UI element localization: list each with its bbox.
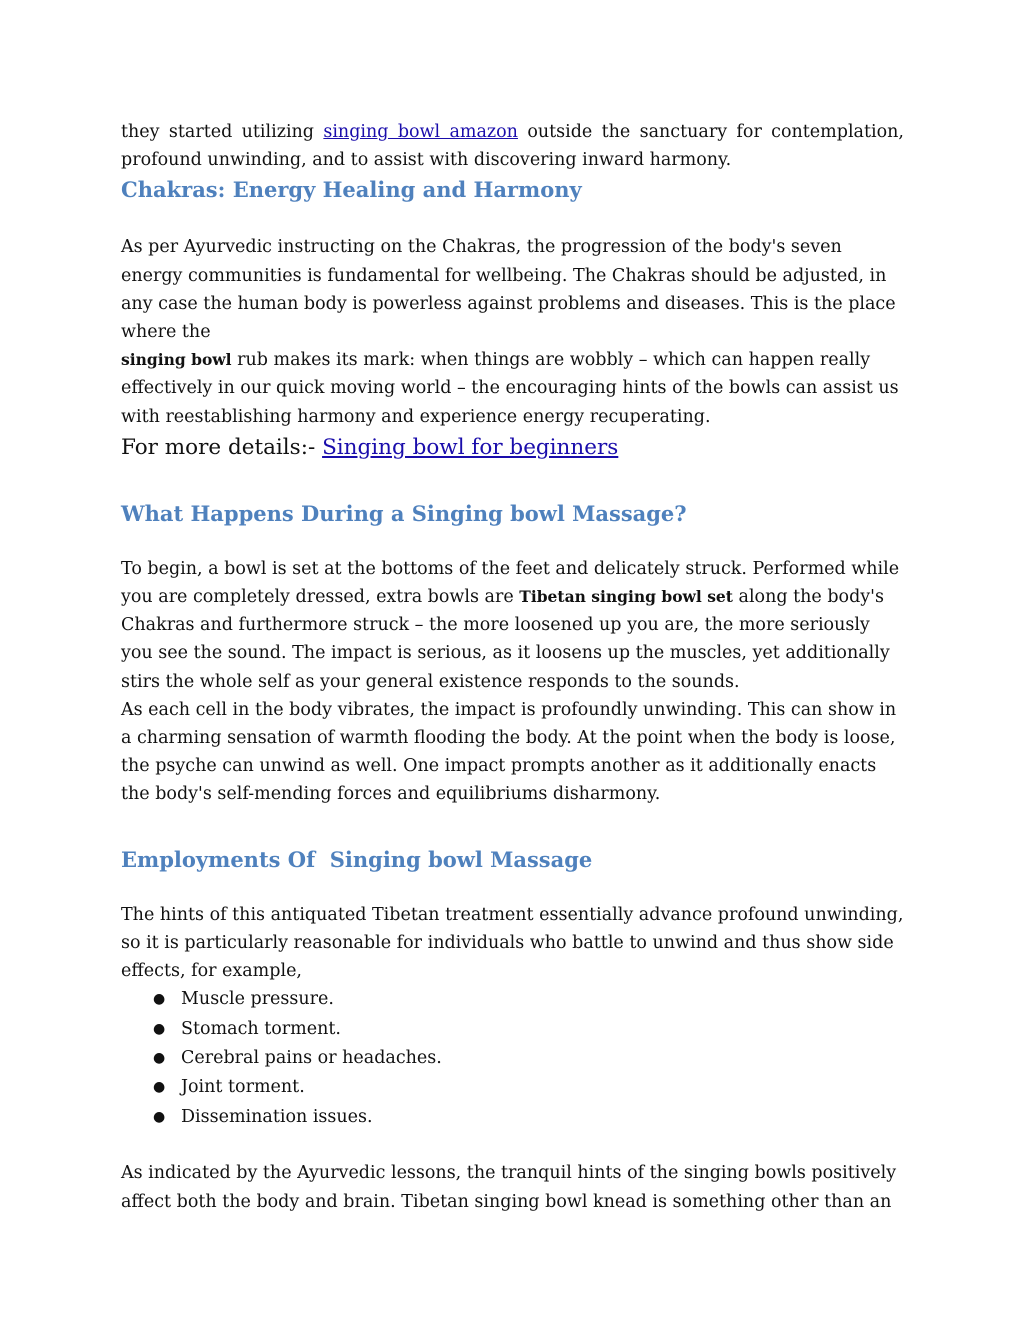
- list-item-text: Stomach torment.: [181, 1018, 341, 1039]
- more-details-line: [121, 433, 904, 463]
- heading-what-happens: What Happens During a Singing bowl Massage?: [121, 500, 687, 526]
- bullet-icon: ●: [153, 991, 166, 1008]
- heading-employments: Employments Of Singing bowl Massage: [121, 846, 593, 872]
- intro-text-after: outside the sanctuary for contemplation,: [527, 122, 904, 142]
- list-item-text: Muscle pressure.: [181, 989, 334, 1010]
- bullet-icon: ●: [153, 1050, 166, 1067]
- bullet-icon: ●: [153, 1020, 166, 1037]
- singing-bowl-beginners-link[interactable]: Singing bowl for beginners: [322, 434, 619, 460]
- list-item: [121, 985, 904, 1014]
- list-item: [121, 1103, 904, 1132]
- tibetan-set-bold: Tibetan singing bowl set: [519, 587, 733, 607]
- singing-bowl-bold: singing bowl: [121, 350, 232, 370]
- list-item: [121, 1073, 904, 1102]
- list-item: [121, 1044, 904, 1073]
- closing-paragraph: As indicated by the Ayurvedic lessons, the tranquil hints of the singing bowls positively affect both the body and brain. Tibetan singing bowl knead is something other than an: [121, 1163, 897, 1212]
- what-happens-text-a: To begin, a bowl is set at the bottoms of the feet and delicately struck. Performed while you are completely dressed, extra bowls are: [121, 558, 900, 608]
- chakras-text-a: As per Ayurvedic instructing on the Chakras, the progression of the body's seven energy communities is fundamental for wellbeing. The Chakras should be adjusted, in any case the human body is powerless against problems and diseases. This is the place where the: [121, 237, 896, 343]
- more-details-label: For more details:-: [121, 434, 316, 460]
- list-item-text: Joint torment.: [181, 1077, 305, 1098]
- heading-chakras: Chakras: Energy Healing and Harmony: [121, 177, 582, 203]
- singing-bowl-amazon-link[interactable]: singing bowl amazon: [323, 122, 518, 142]
- chakras-text-b: rub makes its mark: when things are wobbly – which can happen really effectively in our quick moving world – the encouraging hints of the bowls can assist us with reestablishing harmony and experience energy recuperating.: [121, 350, 899, 427]
- symptom-list: [121, 985, 904, 1132]
- list-item-text: Dissemination issues.: [181, 1106, 373, 1127]
- what-happens-paragraph-1: [121, 555, 904, 696]
- bullet-icon: ●: [153, 1108, 166, 1125]
- bullet-icon: ●: [153, 1079, 166, 1096]
- chakras-paragraph: [121, 233, 904, 430]
- list-item-text: Cerebral pains or headaches.: [181, 1048, 442, 1069]
- list-item: [121, 1015, 904, 1044]
- intro-line-2: profound unwinding, and to assist with discovering inward harmony.: [121, 150, 732, 171]
- employments-paragraph: The hints of this antiquated Tibetan treatment essentially advance profound unwinding, so it is particularly reasonable for individuals who battle to unwind and thus show side effects, for example,: [121, 904, 904, 982]
- intro-line-1: [121, 118, 904, 146]
- document-page: [121, 118, 904, 1216]
- what-happens-paragraph-2: As each cell in the body vibrates, the impact is profoundly unwinding. This can show in a charming sensation of warmth flooding the body. At the point when the body is loose, the psyche can unwind as well. One impact prompts another as it additionally enacts the body's self-mending forces and equilibriums disharmony.: [121, 699, 897, 805]
- intro-text-before: they started utilizing: [121, 122, 315, 142]
- what-happens-text-b: along the body's Chakras and furthermore struck – the more loosened up you are, the more seriously you see the sound. The impact is serious, as it loosens up the muscles, yet additionally stirs the whole self as your general existence responds to the sounds.: [121, 587, 890, 692]
